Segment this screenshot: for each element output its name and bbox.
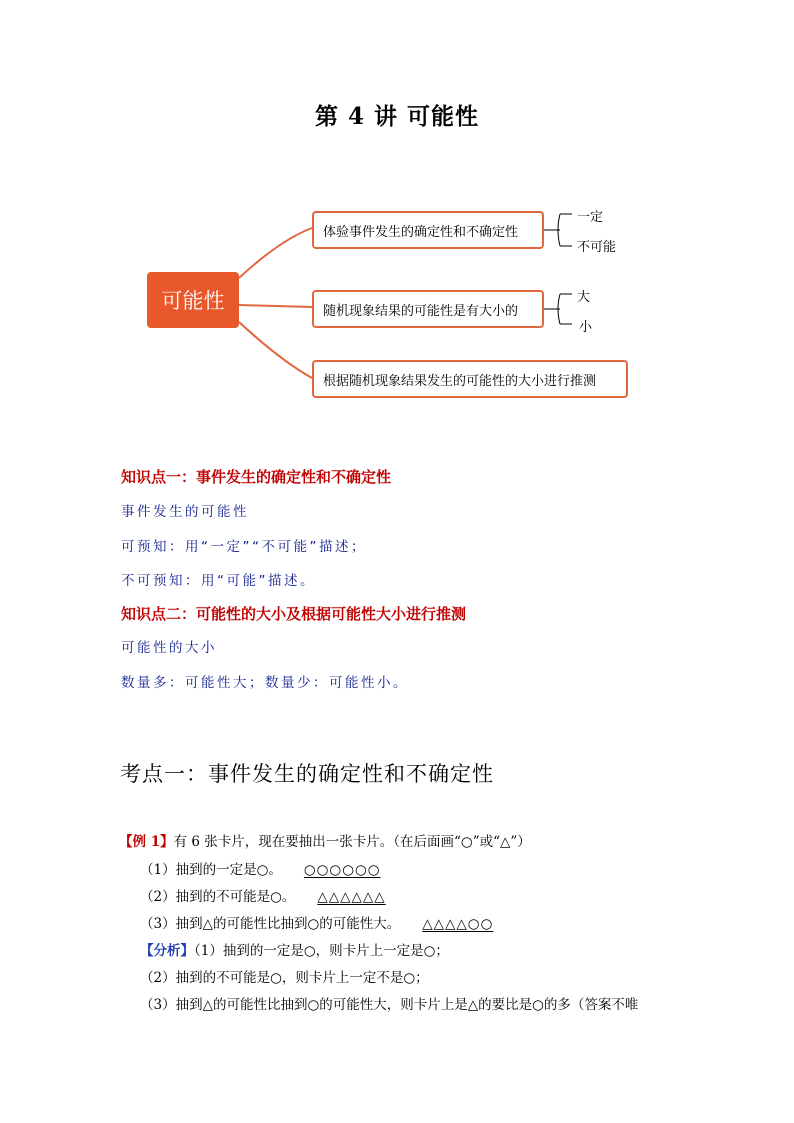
- answer-blank: △△△△△△: [317, 889, 386, 905]
- mindmap-leaf: 不可能: [577, 240, 617, 255]
- knowledge-line: 可能性的大小: [121, 640, 217, 656]
- connector-root-branch1: [239, 228, 312, 278]
- example-question-text: 有 6 张卡片，现在要抽出一张卡片。（在后面画“○”或“△”）: [173, 834, 531, 850]
- answer-blank: △△△△○○: [422, 916, 494, 932]
- analysis-line-3: （3）抽到△的可能性比抽到○的可能性大，则卡片上是△的要比是○的多（答案不唯: [140, 997, 639, 1013]
- mindmap-branch-3: 根据随机现象结果发生的可能性的大小进行推测: [312, 360, 628, 398]
- mindmap-leaf: 大: [577, 290, 591, 305]
- mindmap-root: 可能性: [147, 272, 239, 328]
- knowledge-point-1-title: 知识点一：事件发生的确定性和不确定性: [121, 468, 392, 486]
- answer-blank: ○○○○○○: [303, 862, 381, 878]
- knowledge-line: 可预知：用“一定”“不可能”描述；: [121, 539, 367, 555]
- connector-root-branch3: [239, 322, 312, 378]
- item-text: （2）抽到的不可能是○。: [140, 889, 296, 905]
- knowledge-line: 事件发生的可能性: [121, 504, 249, 520]
- mindmap-branch-2: 随机现象结果的可能性是有大小的: [312, 290, 544, 328]
- mindmap-connectors: [0, 0, 794, 420]
- knowledge-line: 数量多：可能性大；数量少：可能性小。: [121, 675, 409, 691]
- analysis-text: （1）抽到的一定是○，则卡片上一定是○；: [194, 943, 449, 959]
- mindmap-leaf: 小: [579, 320, 593, 335]
- analysis-tag: 【分析】: [140, 943, 194, 959]
- example-item-3: [140, 912, 511, 932]
- example-tag: 【例 1】: [119, 834, 174, 850]
- connector-root-branch2: [239, 305, 312, 307]
- connector-branch2-leaves: [544, 294, 572, 324]
- analysis-line-2: （2）抽到的不可能是○，则卡片上一定不是○；: [140, 970, 429, 986]
- knowledge-point-2-title: 知识点二：可能性的大小及根据可能性大小进行推测: [121, 605, 467, 623]
- item-text: （1）抽到的一定是○。: [140, 862, 282, 878]
- knowledge-line: 不可预知：用“可能”描述。: [121, 573, 316, 589]
- mindmap-branch-1: 体验事件发生的确定性和不确定性: [312, 211, 544, 249]
- page-title: 第 4 讲 可能性: [314, 103, 480, 130]
- example-item-1: [140, 858, 399, 878]
- mindmap-leaf: 一定: [577, 210, 604, 225]
- item-text: （3）抽到△的可能性比抽到○的可能性大。: [140, 916, 401, 932]
- section-title: 考点一：事件发生的确定性和不确定性: [120, 762, 494, 786]
- analysis-line-1: [140, 939, 449, 959]
- connector-branch1-leaves: [544, 214, 572, 246]
- example-question: [119, 830, 531, 850]
- example-item-2: [140, 885, 404, 905]
